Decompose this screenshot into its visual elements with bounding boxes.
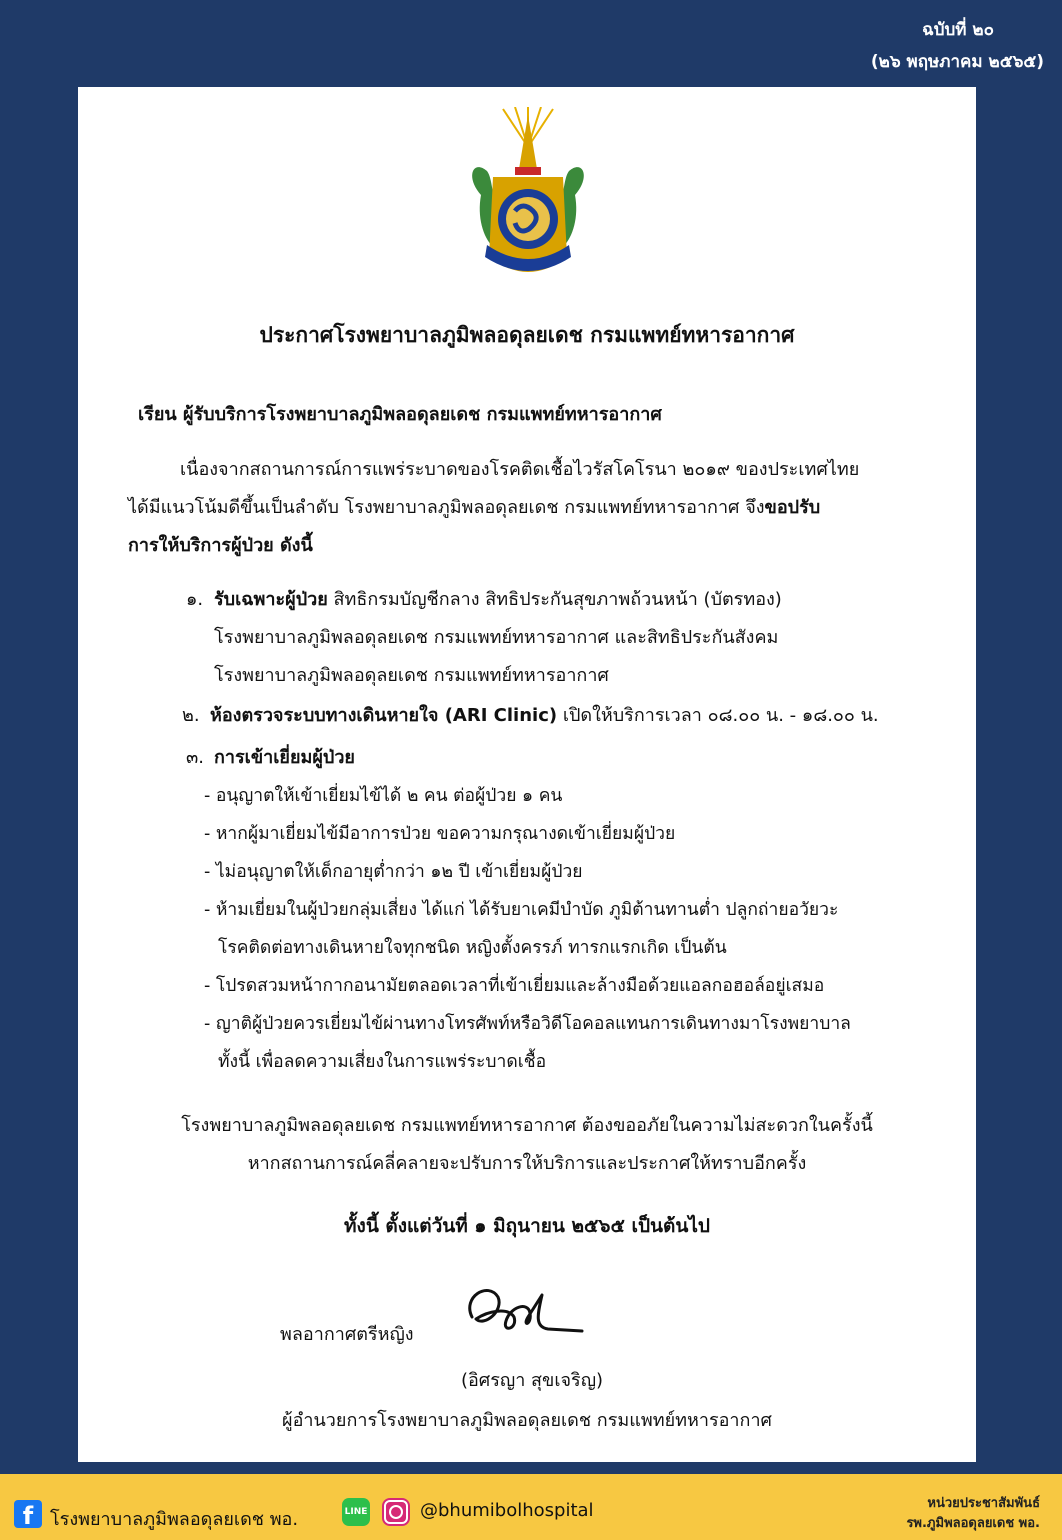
intro-line-2-text: ได้มีแนวโน้มดีขึ้นเป็นลำดับ โรงพยาบาลภูมิพลอดุลยเดช กรมแพทย์ทหารอากาศ จึง (128, 497, 765, 518)
visit-rule (204, 891, 838, 967)
item-number: ๒. (182, 705, 200, 726)
item-text: สิทธิกรมบัญชีกลาง สิทธิประกันสุขภาพถ้วนหน้า (บัตรทอง) (327, 589, 782, 610)
visit-rule-text: - ไม่อนุญาตให้เด็กอายุต่ำกว่า ๑๒ ปี เข้าเยี่ยมผู้ป่วย (204, 862, 583, 882)
item-1 (186, 581, 782, 695)
issue-date: (๒๖ พฤษภาคม ๒๕๖๕) (870, 52, 1044, 72)
visit-rule (204, 777, 562, 815)
line-icon[interactable]: LINE (342, 1498, 370, 1526)
announcement-title: ประกาศโรงพยาบาลภูมิพลอดุลยเดช กรมแพทย์ทหารอากาศ (259, 323, 795, 347)
item-number: ๑. (186, 589, 204, 610)
signatory-rank: พลอากาศตรีหญิง (280, 1324, 414, 1345)
pr-unit (906, 1494, 1040, 1534)
item-3 (186, 739, 355, 777)
item-bold: รับเฉพาะผู้ป่วย (214, 589, 328, 610)
announcement-paper (78, 87, 976, 1462)
visit-rule-text: - โปรดสวมหน้ากากอนามัยตลอดเวลาที่เข้าเยี่ยมและล้างมือด้วยแอลกอฮอล์อยู่เสมอ (204, 976, 825, 996)
visit-rule-continuation: โรคติดต่อทางเดินหายใจทุกชนิด หญิงตั้งครรภ์ ทารกแรกเกิด เป็นต้น (218, 938, 727, 958)
intro-line-1: เนื่องจากสถานการณ์การแพร่ระบาดของโรคติดเชื้อไวรัสโคโรนา ๒๐๑๙ ของประเทศไทย (180, 459, 860, 480)
intro-bold-b: การให้บริการผู้ป่วย ดังนี้ (128, 535, 313, 556)
item-bold: การเข้าเยี่ยมผู้ป่วย (214, 747, 355, 768)
item-text: เปิดให้บริการเวลา ๐๘.๐๐ น. - ๑๘.๐๐ น. (557, 705, 879, 726)
item-line-2: โรงพยาบาลภูมิพลอดุลยเดช กรมแพทย์ทหารอากาศ และสิทธิประกันสังคม (214, 627, 779, 648)
issue-number: ฉบับที่ ๒๐ (922, 20, 994, 40)
closing-line-1: โรงพยาบาลภูมิพลอดุลยเดช กรมแพทย์ทหารอากาศ ต้องขออภัยในความไม่สะดวกในครั้งนี้ (181, 1115, 873, 1136)
visit-rule-text: - อนุญาตให้เข้าเยี่ยมไข้ได้ ๒ คน ต่อผู้ป่วย ๑ คน (204, 786, 563, 806)
intro-line-2 (128, 489, 918, 527)
visit-rule-text: - หากผู้มาเยี่ยมไข้มีอาการป่วย ขอความกรุณางดเข้าเยี่ยมผู้ป่วย (204, 824, 676, 844)
visit-rule (204, 853, 583, 891)
closing-line-2: หากสถานการณ์คลี่คลายจะปรับการให้บริการและประกาศให้ทราบอีกครั้ง (247, 1153, 807, 1174)
instagram-icon[interactable] (382, 1498, 410, 1526)
visit-rule (204, 815, 675, 853)
salutation: เรียน ผู้รับบริการโรงพยาบาลภูมิพลอดุลยเดช กรมแพทย์ทหารอากาศ (138, 404, 662, 425)
signature-icon (458, 1277, 588, 1347)
pr-unit-line-2: รพ.ภูมิพลอดุลยเดช พอ. (906, 1516, 1040, 1531)
facebook-icon[interactable]: f (14, 1500, 42, 1528)
footer-bar (0, 1474, 1062, 1540)
intro-paragraph (128, 451, 918, 565)
visit-rule (204, 967, 824, 1005)
item-number: ๓. (186, 747, 205, 768)
issue-info (871, 14, 1044, 78)
hospital-seal-icon (463, 107, 593, 287)
visit-rule (204, 1005, 851, 1081)
pr-unit-line-1: หน่วยประชาสัมพันธ์ (927, 1496, 1040, 1511)
signatory-name: (อิศรญา สุขเจริญ) (460, 1370, 604, 1391)
visit-rule-text: - ญาติผู้ป่วยควรเยี่ยมไข้ผ่านทางโทรศัพท์หรือวิดีโอคอลแทนการเดินทางมาโรงพยาบาล (204, 1014, 851, 1034)
closing-paragraph (78, 1107, 976, 1183)
item-line-3: โรงพยาบาลภูมิพลอดุลยเดช กรมแพทย์ทหารอากาศ (214, 665, 609, 686)
facebook-page-link[interactable]: โรงพยาบาลภูมิพลอดุลยเดช พอ. (50, 1509, 299, 1530)
intro-bold-a: ขอปรับ (764, 497, 821, 518)
social-handle-link[interactable]: @bhumibolhospital (420, 1500, 594, 1521)
visit-rule-text: - ห้ามเยี่ยมในผู้ป่วยกลุ่มเสี่ยง ได้แก่ ได้รับยาเคมีบำบัด ภูมิต้านทานต่ำ ปลูกถ่ายอวัยวะ (204, 900, 839, 920)
signatory-position: ผู้อำนวยการโรงพยาบาลภูมิพลอดุลยเดช กรมแพทย์ทหารอากาศ (282, 1410, 772, 1431)
effective-date: ทั้งนี้ ตั้งแต่วันที่ ๑ มิถุนายน ๒๕๖๕ เป็นต้นไป (344, 1215, 710, 1237)
item-2 (182, 697, 879, 735)
visit-rule-continuation: ทั้งนี้ เพื่อลดความเสี่ยงในการแพร่ระบาดเชื้อ (218, 1052, 547, 1072)
item-bold: ห้องตรวจระบบทางเดินหายใจ (ARI Clinic) (210, 705, 558, 726)
